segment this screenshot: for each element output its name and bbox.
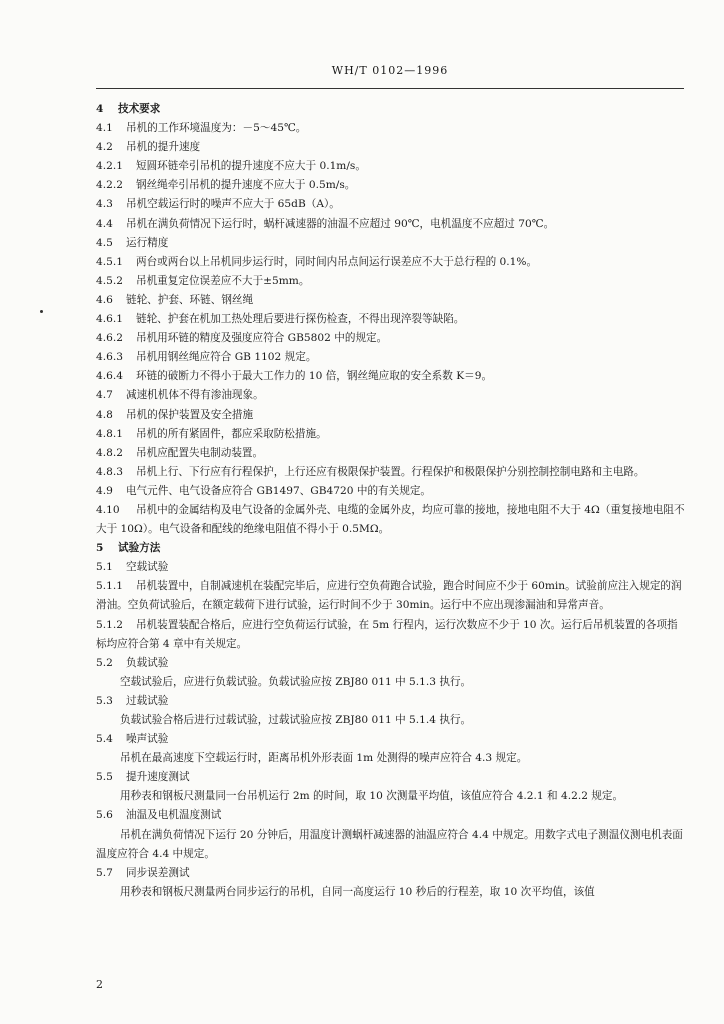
clause-number: 4.6.3	[96, 351, 123, 364]
clause-number: 5.7	[96, 866, 113, 879]
clause-number: 4.5.1	[96, 255, 123, 268]
clause-text: 链轮、护套在机加工热处理后要进行探伤检查，不得出现淬裂等缺陷。	[136, 313, 465, 326]
clause-text: 吊机在满负荷情况下运行时，蜗杆减速器的油温不应超过 90℃，电机温度不应超过 70℃。	[126, 217, 555, 230]
clause-number: 4.1	[96, 122, 113, 135]
document-line	[96, 501, 686, 539]
clause-text: 吊机应配置失电制动装置。	[136, 446, 264, 459]
section-heading	[96, 539, 686, 558]
clause-text: 钢丝绳牵引吊机的提升速度不应大于 0.5m/s。	[136, 179, 356, 192]
document-line	[96, 711, 686, 730]
document-line	[96, 157, 686, 176]
document-line	[96, 348, 686, 367]
document-line	[96, 806, 686, 825]
clause-number: 5.4	[96, 733, 113, 746]
clause-text: 空载试验后，应进行负载试验。负载试验应按 ZBJ80 011 中 5.1.3 执行。	[120, 675, 472, 688]
document-line	[96, 692, 686, 711]
clause-text: 同步误差测试	[126, 866, 190, 879]
page-number: 2	[96, 978, 103, 991]
clause-text: 负载试验合格后进行过载试验，过载试验应按 ZBJ80 011 中 5.1.4 执行。	[120, 714, 472, 726]
clause-number: 4.2.1	[96, 160, 123, 173]
clause-text: 试验方法	[118, 542, 161, 555]
clause-number: 4.6.2	[96, 332, 123, 345]
clause-number: 5.1.2	[96, 618, 123, 631]
clause-text: 吊机的工作环境温度为：－5～45℃。	[126, 122, 307, 135]
clause-number: 5.3	[96, 694, 113, 707]
document-line	[96, 310, 686, 329]
document-line	[96, 787, 686, 806]
clause-number: 5.5	[96, 771, 113, 784]
clause-text: 空载试验	[126, 561, 169, 574]
clause-number: 4.9	[96, 484, 113, 497]
document-line	[96, 138, 686, 157]
document-line	[96, 463, 686, 482]
document-line	[96, 558, 686, 577]
document-line	[96, 444, 686, 463]
clause-text: 吊机装置装配合格后，应进行空负荷运行试验，在 5m 行程内，运行次数应不少于 10 次。运行后吊机装置的各项指标均应符合第 4 章中有关规定。	[96, 618, 678, 650]
clause-text: 吊机用钢丝绳应符合 GB 1102 规定。	[136, 351, 317, 364]
clause-number: 4.6.4	[96, 370, 123, 383]
document-line	[96, 616, 686, 654]
clause-text: 环链的破断力不得小于最大工作力的 10 倍，钢丝绳应取的安全系数 K＝9。	[136, 370, 493, 383]
document-line	[96, 291, 686, 310]
clause-text: 运行精度	[126, 236, 169, 249]
clause-number: 5	[96, 542, 104, 555]
document-body	[96, 100, 686, 902]
clause-text: 吊机空载运行时的噪声不应大于 65dB（A）。	[126, 198, 340, 211]
clause-text: 用秒表和钢板尺测量两台同步运行的吊机，自同一高度运行 10 秒后的行程差，取 10 次平均值，该值	[120, 885, 595, 898]
document-line	[96, 329, 686, 348]
document-line	[96, 215, 686, 234]
document-line	[96, 673, 686, 692]
header-rule	[96, 88, 684, 89]
document-line	[96, 577, 686, 615]
document-line	[96, 482, 686, 501]
document-line	[96, 883, 686, 902]
document-line	[96, 864, 686, 883]
clause-number: 4.3	[96, 198, 113, 211]
document-line	[96, 119, 686, 138]
margin-dot	[40, 310, 43, 313]
clause-text: 提升速度测试	[126, 771, 190, 784]
document-line	[96, 406, 686, 425]
clause-text: 吊机重复定位误差应不大于±5mm。	[136, 274, 310, 287]
clause-text: 减速机机体不得有渗油现象。	[126, 389, 264, 402]
clause-number: 4.8.3	[96, 465, 123, 478]
document-line	[96, 176, 686, 195]
clause-number: 4.6	[96, 293, 113, 306]
document-line	[96, 654, 686, 673]
clause-text: 用秒表和钢板尺测量同一台吊机运行 2m 的时间，取 10 次测量平均值，该值应符合 4.2.1 和 4.2.2 规定。	[120, 790, 624, 803]
clause-text: 链轮、护套、环链、钢丝绳	[126, 293, 254, 306]
clause-text: 吊机的所有紧固件，都应采取防松措施。	[136, 427, 327, 440]
clause-number: 4.2.2	[96, 179, 123, 192]
clause-number: 4.5	[96, 236, 113, 249]
clause-number: 5.2	[96, 656, 113, 669]
clause-text: 吊机中的金属结构及电气设备的金属外壳、电缆的金属外皮，均应可靠的接地，接地电阻不大于 4Ω（重复接地电阻不大于 10Ω）。电气设备和配线的绝缘电阻值不得小于 0.5MΩ。	[96, 503, 685, 536]
clause-text: 噪声试验	[126, 733, 169, 746]
clause-text: 吊机用环链的精度及强度应符合 GB5802 中的规定。	[136, 332, 388, 345]
clause-text: 短圆环链牵引吊机的提升速度不应大于 0.1m/s。	[136, 160, 366, 173]
clause-text: 吊机上行、下行应有行程保护，上行还应有极限保护装置。行程保护和极限保护分别控制控制电路和主电路。	[136, 465, 645, 478]
clause-number: 5.1	[96, 561, 113, 574]
clause-text: 负载试验	[126, 656, 169, 669]
clause-number: 4.7	[96, 389, 113, 402]
page-header: WH/T 0102—1996	[331, 64, 449, 77]
clause-text: 两台或两台以上吊机同步运行时，同时间内吊点间运行误差应不大于总行程的 0.1%。	[136, 255, 538, 268]
document-line	[96, 272, 686, 291]
document-line	[96, 386, 686, 405]
clause-number: 4	[96, 103, 104, 115]
section-heading	[96, 100, 686, 119]
clause-text: 吊机装置中，自制减速机在装配完毕后，应进行空负荷跑合试验，跑合时间应不少于 60min。试验前应注入规定的润滑油。空负荷试验后，在额定载荷下进行试验，运行时间不少于 30min。运行中不应出现渗漏油和异常声音。	[96, 580, 682, 612]
clause-text: 技术要求	[118, 103, 161, 115]
document-line	[96, 367, 686, 386]
clause-number: 5.6	[96, 809, 113, 822]
clause-text: 吊机的提升速度	[126, 141, 201, 154]
clause-number: 4.8.1	[96, 427, 123, 440]
document-line	[96, 234, 686, 253]
document-line	[96, 826, 686, 864]
document-line	[96, 253, 686, 272]
document-line	[96, 425, 686, 444]
document-line	[96, 195, 686, 214]
clause-number: 4.4	[96, 217, 113, 230]
clause-number: 4.8.2	[96, 446, 123, 459]
clause-number: 5.1.1	[96, 580, 123, 593]
clause-number: 4.8	[96, 408, 113, 421]
clause-text: 吊机在满负荷情况下运行 20 分钟后，用温度计测蜗杆减速器的油温应符合 4.4 中规定。用数字式电子测温仪测电机表面温度应符合 4.4 中规定。	[96, 828, 683, 860]
clause-text: 电气元件、电气设备应符合 GB1497、GB4720 中的有关规定。	[126, 484, 432, 497]
clause-text: 油温及电机温度测试	[126, 809, 222, 822]
document-line	[96, 749, 686, 768]
clause-number: 4.2	[96, 141, 113, 154]
clause-text: 过载试验	[126, 694, 169, 707]
document-line	[96, 768, 686, 787]
clause-text: 吊机在最高速度下空载运行时，距离吊机外形表面 1m 处测得的噪声应符合 4.3 规定。	[120, 752, 528, 765]
clause-number: 4.10	[96, 503, 120, 516]
clause-number: 4.6.1	[96, 313, 123, 326]
clause-text: 吊机的保护装置及安全措施	[126, 408, 254, 421]
document-line	[96, 730, 686, 749]
clause-number: 4.5.2	[96, 274, 123, 287]
